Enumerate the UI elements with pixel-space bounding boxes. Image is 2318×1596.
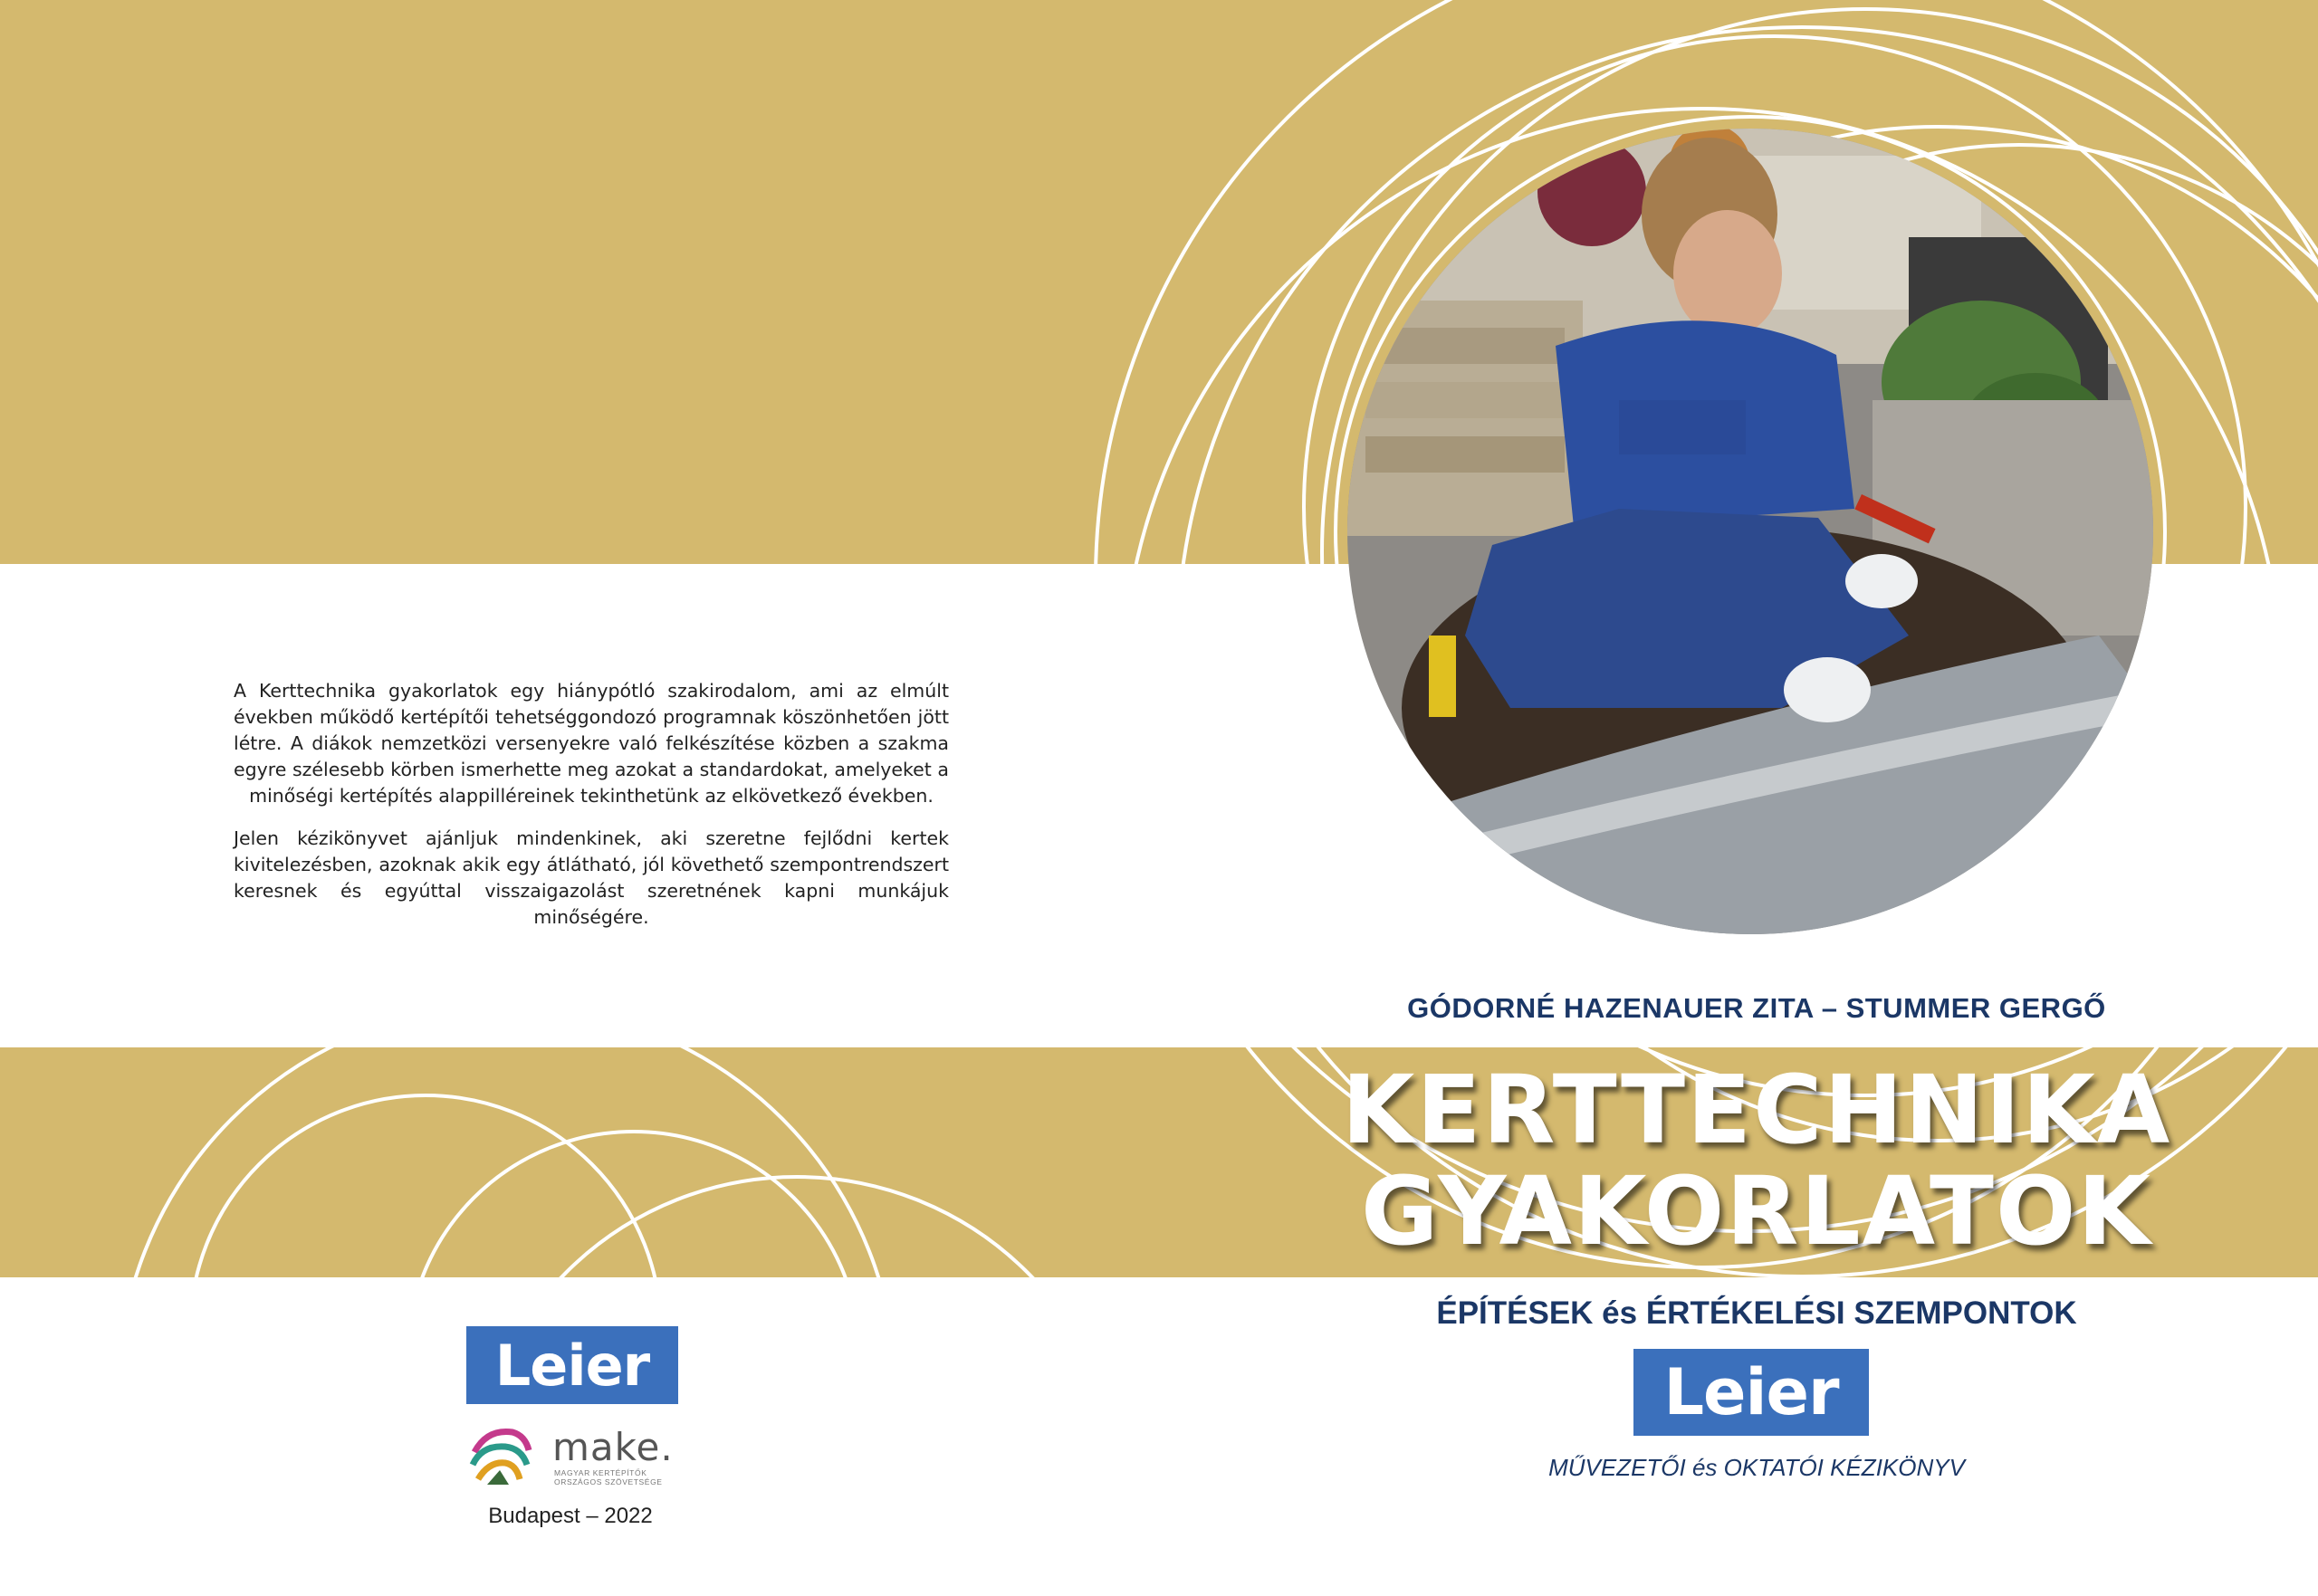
authors-line: GÓDORNÉ HAZENAUER ZITA – STUMMER GERGŐ <box>1407 992 2106 1024</box>
make-emblem-icon <box>469 1425 536 1488</box>
leier-logo-front-text: Leier <box>1663 1355 1839 1429</box>
cover-photo-worker-laying-stones <box>1347 129 2153 934</box>
book-title-line-1: KERTTECHNIKA <box>1341 1055 2172 1165</box>
make-association-logo <box>469 1425 686 1488</box>
leier-logo-front <box>1633 1349 1869 1436</box>
make-logo-subtitle: MAGYAR KERTÉPÍTŐK ORSZÁGOS SZÖVETSÉGE <box>554 1468 663 1486</box>
place-and-year: Budapest – 2022 <box>488 1504 653 1528</box>
back-cover-blurb-paragraph-2: Jelen kézikönyvet ajánljuk mindenkinek, aki szeretne fejlődni kertek kivitelezésben, azoknak akik egy átlátható, jól követhető szempontrendszert keresnek és egyúttal visszaigazolást szeretnének kapni munkájuk minőségére. <box>234 827 949 928</box>
book-title-line-2: GYAKORLATOK <box>1361 1156 2152 1266</box>
make-logo-word: make. <box>552 1425 674 1469</box>
book-subtitle: ÉPÍTÉSEK és ÉRTÉKELÉSI SZEMPONTOK <box>1436 1295 2077 1331</box>
back-cover-blurb-paragraph-1: A Kerttechnika gyakorlatok egy hiánypótló szakirodalom, ami az elmúlt években működő kertépítői tehetséggondozó programnak köszönhetően jött létre. A diákok nemzetközi versenyekre való felkészítése közben a szakma egyre szélesebb körben ismerhette meg azokat a standardokat, amelyeket a minőségi kertépítés alappilléreinek tekinthetünk az elkövetkező években. <box>234 680 949 807</box>
leier-logo-back <box>466 1326 678 1404</box>
leier-logo-back-text: Leier <box>494 1332 650 1399</box>
handbook-label: MŰVEZETŐI és OKTATÓI KÉZIKÖNYV <box>1548 1454 1965 1481</box>
